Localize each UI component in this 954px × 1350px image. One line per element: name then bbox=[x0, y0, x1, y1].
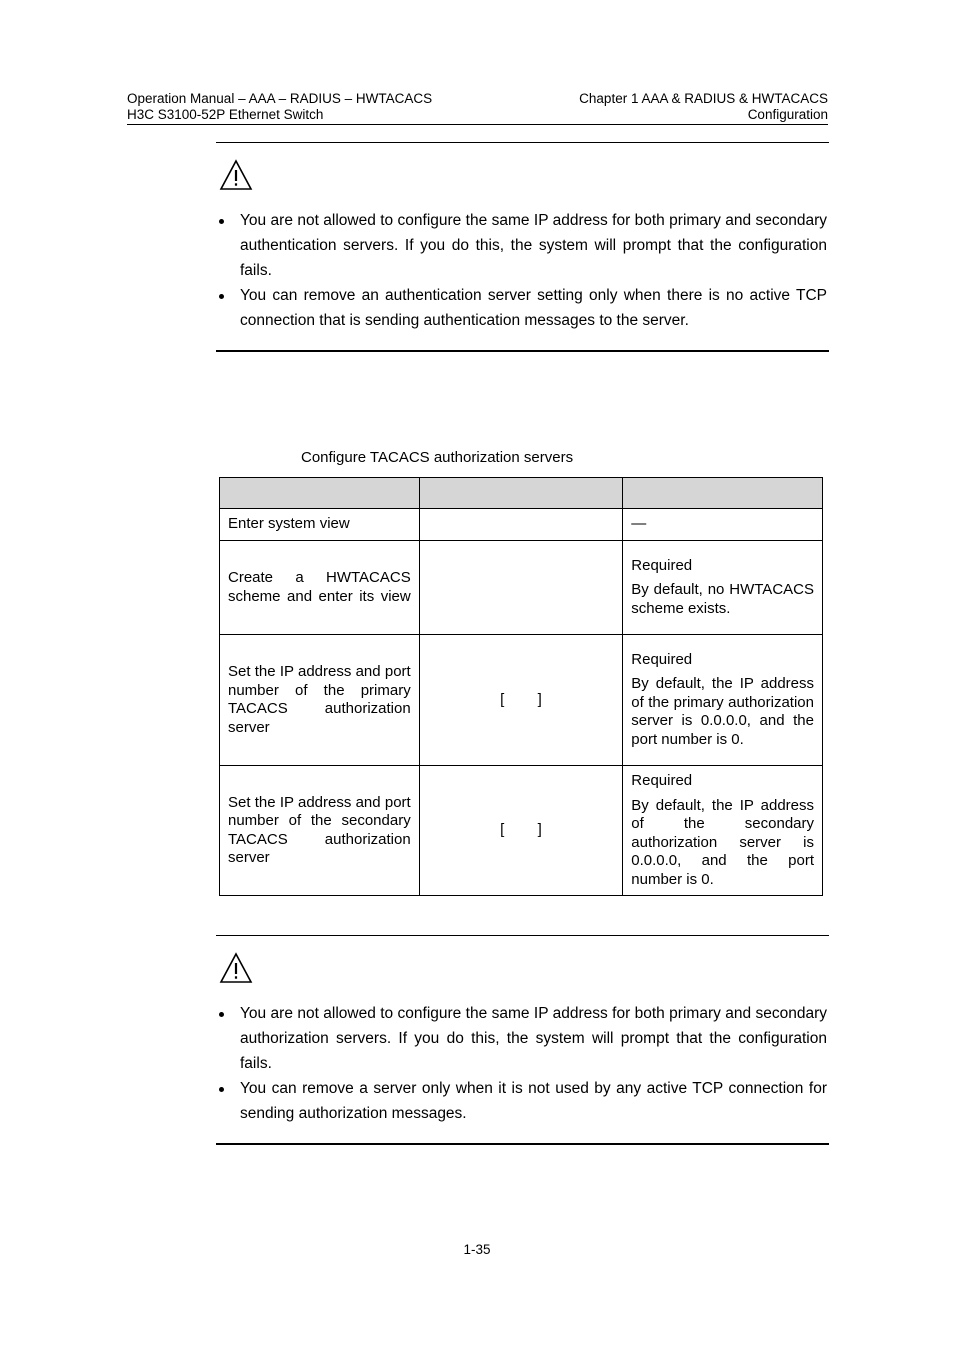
description-cell: Required By default, the IP address of the secondary authorization server is 0.0.0.0, and the port number is 0. bbox=[623, 766, 823, 896]
command-cell: [ ] bbox=[419, 766, 623, 896]
caution-bottom-rule bbox=[216, 350, 829, 352]
header-cell-operation bbox=[220, 478, 420, 509]
bullet-icon bbox=[219, 1012, 224, 1017]
list-item: You can remove an authentication server setting only when there is no active TCP connection that is sending authentication messages to the server. bbox=[216, 283, 829, 333]
header-cell-command bbox=[419, 478, 623, 509]
bullet-icon bbox=[219, 1087, 224, 1092]
caution-list bbox=[216, 1001, 829, 1126]
list-item: You can remove a server only when it is not used by any active TCP connection for sending authorization messages. bbox=[216, 1076, 829, 1126]
description-cell: Required By default, the IP address of the primary authorization server is 0.0.0.0, and the port number is 0. bbox=[623, 635, 823, 766]
operation-cell: Enter system view bbox=[220, 509, 420, 541]
running-header-right bbox=[579, 91, 828, 123]
manual-title: Operation Manual – AAA – RADIUS – HWTACACS bbox=[127, 91, 433, 106]
description-cell: Required By default, no HWTACACS scheme exists. bbox=[623, 541, 823, 635]
caution-box-authorization bbox=[216, 935, 829, 1145]
command-cell bbox=[419, 509, 623, 541]
warning-triangle-icon bbox=[219, 159, 253, 191]
list-item: You are not allowed to configure the same IP address for both primary and secondary authorization servers. If you do this, the system will prompt that the configuration fails. bbox=[216, 1001, 829, 1076]
list-item: You are not allowed to configure the same IP address for both primary and secondary authentication servers. If you do this, the system will prompt that the configuration fails. bbox=[216, 208, 829, 283]
section-name: Configuration bbox=[747, 107, 828, 122]
caution-top-rule bbox=[216, 935, 829, 936]
command-cell: [ ] bbox=[419, 635, 623, 766]
warning-triangle-icon bbox=[219, 952, 253, 984]
table-caption: Configure TACACS authorization servers bbox=[301, 449, 574, 466]
operation-cell: Create a HWTACACS scheme and enter its view bbox=[220, 541, 420, 635]
running-header-left bbox=[127, 91, 432, 123]
bullet-icon bbox=[219, 294, 224, 299]
table-row bbox=[220, 766, 823, 896]
table-row bbox=[220, 635, 823, 766]
table-row bbox=[220, 509, 823, 541]
header-divider bbox=[127, 124, 828, 125]
operation-cell: Set the IP address and port number of the primary TACACS authorization server bbox=[220, 635, 420, 766]
table-row bbox=[220, 541, 823, 635]
caution-bottom-rule bbox=[216, 1143, 829, 1145]
config-table bbox=[219, 477, 823, 896]
caution-top-rule bbox=[216, 142, 829, 143]
product-name: H3C S3100-52P Ethernet Switch bbox=[127, 107, 324, 122]
caution-box-authentication bbox=[216, 142, 829, 352]
header-cell-description bbox=[623, 478, 823, 509]
table-header-row bbox=[220, 478, 823, 509]
chapter-title: Chapter 1 AAA & RADIUS & HWTACACS bbox=[579, 91, 828, 106]
bullet-icon bbox=[219, 219, 224, 224]
page-number: 1-35 bbox=[463, 1242, 491, 1257]
caution-list bbox=[216, 208, 829, 333]
command-cell bbox=[419, 541, 623, 635]
operation-cell: Set the IP address and port number of the secondary TACACS authorization server bbox=[220, 766, 420, 896]
description-cell: — bbox=[623, 509, 823, 541]
